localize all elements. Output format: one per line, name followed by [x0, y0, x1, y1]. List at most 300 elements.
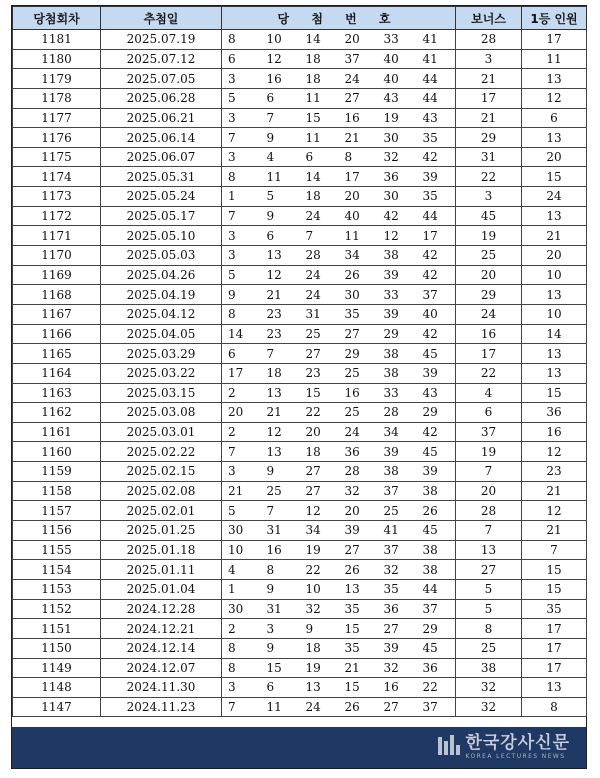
- cell-number: 44: [417, 88, 456, 108]
- cell-number: 32: [339, 481, 378, 501]
- cell-number: 37: [378, 481, 417, 501]
- cell-round: 1147: [13, 697, 101, 717]
- cell-winners: 21: [522, 226, 587, 246]
- cell-date: 2025.03.29: [101, 344, 222, 364]
- cell-date: 2024.11.30: [101, 678, 222, 698]
- cell-number: 31: [261, 599, 300, 619]
- cell-number: 13: [261, 383, 300, 403]
- cell-number: 15: [261, 658, 300, 678]
- cell-number: 32: [378, 560, 417, 580]
- cell-number: 16: [261, 540, 300, 560]
- cell-number: 21: [261, 403, 300, 423]
- cell-winners: 13: [522, 285, 587, 305]
- cell-round: 1170: [13, 246, 101, 266]
- cell-number: 3: [261, 619, 300, 639]
- cell-bonus: 17: [456, 344, 522, 364]
- cell-number: 16: [261, 69, 300, 89]
- cell-number: 2: [222, 383, 261, 403]
- brand-name: 한국강사신문: [465, 733, 570, 753]
- table-row: [13, 206, 587, 226]
- cell-number: 37: [339, 49, 378, 69]
- cell-number: 27: [300, 462, 339, 482]
- cell-number: 25: [378, 501, 417, 521]
- cell-number: 7: [300, 226, 339, 246]
- cell-number: 30: [378, 187, 417, 207]
- cell-bonus: 22: [456, 363, 522, 383]
- cell-number: 29: [378, 324, 417, 344]
- cell-number: 1: [222, 187, 261, 207]
- cell-number: 2: [222, 422, 261, 442]
- cell-round: 1172: [13, 206, 101, 226]
- cell-number: 20: [339, 187, 378, 207]
- cell-number: 6: [222, 344, 261, 364]
- cell-number: 21: [339, 658, 378, 678]
- cell-number: 2: [222, 619, 261, 639]
- cell-number: 32: [378, 147, 417, 167]
- cell-number: 35: [339, 599, 378, 619]
- cell-number: 11: [339, 226, 378, 246]
- cell-date: 2025.03.08: [101, 403, 222, 423]
- cell-winners: 36: [522, 403, 587, 423]
- cell-number: 9: [261, 462, 300, 482]
- cell-bonus: 21: [456, 69, 522, 89]
- table-row: [13, 49, 587, 69]
- cell-number: 31: [261, 521, 300, 541]
- cell-number: 34: [339, 246, 378, 266]
- cell-bonus: 38: [456, 658, 522, 678]
- table-row: [13, 69, 587, 89]
- cell-number: 11: [261, 167, 300, 187]
- cell-number: 22: [300, 560, 339, 580]
- cell-number: 12: [261, 49, 300, 69]
- cell-number: 7: [222, 206, 261, 226]
- cell-number: 21: [261, 285, 300, 305]
- cell-round: 1158: [13, 481, 101, 501]
- table-row: [13, 147, 587, 167]
- cell-number: 30: [339, 285, 378, 305]
- table-row: [13, 265, 587, 285]
- cell-number: 27: [378, 697, 417, 717]
- cell-round: 1160: [13, 442, 101, 462]
- cell-bonus: 19: [456, 226, 522, 246]
- cell-winners: 8: [522, 697, 587, 717]
- cell-number: 16: [339, 108, 378, 128]
- cell-number: 35: [378, 579, 417, 599]
- cell-number: 43: [378, 88, 417, 108]
- cell-round: 1168: [13, 285, 101, 305]
- cell-number: 38: [417, 481, 456, 501]
- cell-number: 28: [300, 246, 339, 266]
- table-row: [13, 344, 587, 364]
- cell-date: 2025.04.19: [101, 285, 222, 305]
- cell-number: 16: [378, 678, 417, 698]
- table-row: [13, 88, 587, 108]
- cell-number: 38: [378, 246, 417, 266]
- cell-number: 12: [378, 226, 417, 246]
- cell-date: 2025.07.12: [101, 49, 222, 69]
- cell-winners: 17: [522, 658, 587, 678]
- cell-number: 23: [261, 324, 300, 344]
- table-row: [13, 678, 587, 698]
- cell-date: 2025.05.03: [101, 246, 222, 266]
- cell-winners: 12: [522, 88, 587, 108]
- cell-date: 2024.12.28: [101, 599, 222, 619]
- cell-number: 38: [417, 540, 456, 560]
- cell-bonus: 20: [456, 265, 522, 285]
- cell-number: 12: [261, 422, 300, 442]
- cell-number: 10: [261, 30, 300, 50]
- table-row: [13, 226, 587, 246]
- cell-round: 1169: [13, 265, 101, 285]
- cell-number: 5: [261, 187, 300, 207]
- cell-number: 24: [300, 697, 339, 717]
- table-row: [13, 638, 587, 658]
- cell-round: 1164: [13, 363, 101, 383]
- table-row: [13, 422, 587, 442]
- cell-number: 23: [261, 304, 300, 324]
- cell-number: 39: [417, 363, 456, 383]
- table-row: [13, 599, 587, 619]
- cell-number: 18: [300, 69, 339, 89]
- cell-number: 20: [222, 403, 261, 423]
- cell-number: 7: [222, 128, 261, 148]
- cell-number: 21: [222, 481, 261, 501]
- cell-number: 20: [300, 422, 339, 442]
- header-row: [13, 7, 587, 30]
- cell-number: 35: [417, 128, 456, 148]
- cell-bonus: 16: [456, 324, 522, 344]
- cell-number: 37: [378, 540, 417, 560]
- cell-date: 2025.02.15: [101, 462, 222, 482]
- cell-number: 5: [222, 265, 261, 285]
- cell-number: 27: [339, 324, 378, 344]
- cell-number: 9: [222, 285, 261, 305]
- cell-round: 1163: [13, 383, 101, 403]
- cell-number: 39: [417, 462, 456, 482]
- cell-number: 23: [300, 363, 339, 383]
- cell-date: 2025.01.25: [101, 521, 222, 541]
- cell-number: 12: [261, 265, 300, 285]
- cell-number: 25: [300, 324, 339, 344]
- cell-date: 2025.01.11: [101, 560, 222, 580]
- cell-number: 17: [417, 226, 456, 246]
- cell-round: 1174: [13, 167, 101, 187]
- cell-round: 1181: [13, 30, 101, 50]
- table-row: [13, 462, 587, 482]
- cell-number: 3: [222, 147, 261, 167]
- cell-number: 14: [222, 324, 261, 344]
- cell-winners: 15: [522, 383, 587, 403]
- header-winners: 1등 인원: [522, 7, 587, 30]
- cell-date: 2025.02.01: [101, 501, 222, 521]
- cell-number: 18: [300, 187, 339, 207]
- cell-number: 6: [222, 49, 261, 69]
- cell-number: 9: [261, 128, 300, 148]
- cell-round: 1151: [13, 619, 101, 639]
- cell-number: 5: [222, 501, 261, 521]
- table-row: [13, 128, 587, 148]
- header-round: 당첨회차: [13, 7, 101, 30]
- cell-number: 38: [417, 560, 456, 580]
- cell-number: 9: [261, 579, 300, 599]
- cell-number: 27: [339, 540, 378, 560]
- cell-bonus: 3: [456, 187, 522, 207]
- cell-number: 39: [417, 167, 456, 187]
- cell-number: 35: [417, 187, 456, 207]
- cell-number: 19: [378, 108, 417, 128]
- table-row: [13, 108, 587, 128]
- cell-number: 33: [378, 383, 417, 403]
- table-row: [13, 658, 587, 678]
- lotto-results-sheet: [11, 5, 587, 769]
- cell-number: 33: [378, 285, 417, 305]
- cell-date: 2025.02.08: [101, 481, 222, 501]
- cell-number: 14: [300, 30, 339, 50]
- cell-number: 3: [222, 108, 261, 128]
- cell-bonus: 4: [456, 383, 522, 403]
- cell-number: 25: [339, 403, 378, 423]
- header-date: 추첨일: [101, 7, 222, 30]
- cell-number: 17: [339, 167, 378, 187]
- cell-winners: 16: [522, 422, 587, 442]
- cell-number: 15: [339, 619, 378, 639]
- cell-number: 18: [300, 49, 339, 69]
- cell-number: 29: [417, 619, 456, 639]
- cell-number: 39: [339, 521, 378, 541]
- cell-winners: 20: [522, 246, 587, 266]
- cell-date: 2024.11.23: [101, 697, 222, 717]
- cell-bonus: 24: [456, 304, 522, 324]
- cell-number: 3: [222, 69, 261, 89]
- cell-number: 11: [261, 697, 300, 717]
- cell-number: 35: [339, 304, 378, 324]
- cell-date: 2025.04.12: [101, 304, 222, 324]
- cell-round: 1153: [13, 579, 101, 599]
- cell-number: 8: [261, 560, 300, 580]
- cell-winners: 13: [522, 69, 587, 89]
- cell-number: 1: [222, 579, 261, 599]
- cell-date: 2025.06.14: [101, 128, 222, 148]
- cell-number: 4: [261, 147, 300, 167]
- brand-tagline: KOREA LECTURES NEWS: [465, 753, 566, 760]
- cell-number: 13: [339, 579, 378, 599]
- cell-number: 38: [378, 462, 417, 482]
- cell-winners: 15: [522, 560, 587, 580]
- cell-number: 30: [222, 599, 261, 619]
- cell-bonus: 37: [456, 422, 522, 442]
- cell-date: 2025.03.22: [101, 363, 222, 383]
- table-row: [13, 30, 587, 50]
- cell-bonus: 28: [456, 30, 522, 50]
- cell-number: 25: [261, 481, 300, 501]
- cell-number: 39: [378, 442, 417, 462]
- cell-round: 1149: [13, 658, 101, 678]
- cell-number: 27: [378, 619, 417, 639]
- cell-round: 1173: [13, 187, 101, 207]
- cell-number: 44: [417, 206, 456, 226]
- cell-date: 2025.03.15: [101, 383, 222, 403]
- table-row: [13, 521, 587, 541]
- cell-date: 2025.05.17: [101, 206, 222, 226]
- cell-number: 34: [378, 422, 417, 442]
- cell-round: 1154: [13, 560, 101, 580]
- cell-number: 38: [378, 344, 417, 364]
- cell-number: 8: [339, 147, 378, 167]
- cell-date: 2025.01.04: [101, 579, 222, 599]
- cell-date: 2025.01.18: [101, 540, 222, 560]
- cell-number: 6: [300, 147, 339, 167]
- cell-winners: 13: [522, 678, 587, 698]
- cell-number: 44: [417, 579, 456, 599]
- cell-number: 28: [339, 462, 378, 482]
- cell-number: 4: [222, 560, 261, 580]
- cell-bonus: 28: [456, 501, 522, 521]
- cell-number: 39: [378, 638, 417, 658]
- cell-number: 41: [417, 30, 456, 50]
- cell-date: 2025.04.05: [101, 324, 222, 344]
- cell-date: 2025.06.21: [101, 108, 222, 128]
- cell-bonus: 27: [456, 560, 522, 580]
- cell-number: 41: [417, 49, 456, 69]
- table-row: [13, 560, 587, 580]
- cell-number: 24: [300, 265, 339, 285]
- cell-round: 1165: [13, 344, 101, 364]
- cell-winners: 13: [522, 363, 587, 383]
- cell-number: 36: [378, 599, 417, 619]
- cell-number: 36: [378, 167, 417, 187]
- cell-number: 29: [417, 403, 456, 423]
- cell-number: 7: [261, 344, 300, 364]
- cell-round: 1176: [13, 128, 101, 148]
- table-row: [13, 285, 587, 305]
- cell-bonus: 6: [456, 403, 522, 423]
- cell-number: 7: [261, 108, 300, 128]
- cell-number: 8: [222, 167, 261, 187]
- table-row: [13, 304, 587, 324]
- cell-winners: 14: [522, 324, 587, 344]
- cell-number: 27: [339, 88, 378, 108]
- cell-number: 39: [378, 265, 417, 285]
- cell-number: 42: [378, 206, 417, 226]
- cell-number: 6: [261, 88, 300, 108]
- cell-number: 35: [339, 638, 378, 658]
- cell-bonus: 13: [456, 540, 522, 560]
- cell-number: 13: [300, 678, 339, 698]
- cell-number: 7: [222, 697, 261, 717]
- cell-bonus: 22: [456, 167, 522, 187]
- cell-date: 2025.05.10: [101, 226, 222, 246]
- cell-bonus: 29: [456, 128, 522, 148]
- cell-winners: 35: [522, 599, 587, 619]
- cell-number: 7: [222, 442, 261, 462]
- cell-bonus: 5: [456, 579, 522, 599]
- cell-number: 42: [417, 147, 456, 167]
- cell-round: 1166: [13, 324, 101, 344]
- table-row: [13, 246, 587, 266]
- cell-number: 15: [300, 383, 339, 403]
- cell-bonus: 3: [456, 49, 522, 69]
- cell-number: 24: [300, 206, 339, 226]
- cell-bonus: 29: [456, 285, 522, 305]
- cell-number: 12: [300, 501, 339, 521]
- cell-number: 42: [417, 422, 456, 442]
- table-row: [13, 187, 587, 207]
- cell-number: 10: [222, 540, 261, 560]
- cell-number: 21: [339, 128, 378, 148]
- cell-round: 1150: [13, 638, 101, 658]
- cell-number: 26: [417, 501, 456, 521]
- cell-number: 32: [378, 658, 417, 678]
- cell-number: 9: [261, 638, 300, 658]
- brand-logo: [438, 733, 570, 763]
- cell-number: 45: [417, 638, 456, 658]
- cell-number: 22: [300, 403, 339, 423]
- cell-number: 20: [339, 501, 378, 521]
- cell-date: 2025.06.28: [101, 88, 222, 108]
- cell-number: 20: [339, 30, 378, 50]
- cell-date: 2025.05.31: [101, 167, 222, 187]
- cell-round: 1180: [13, 49, 101, 69]
- cell-number: 18: [300, 442, 339, 462]
- table-row: [13, 481, 587, 501]
- cell-winners: 23: [522, 462, 587, 482]
- cell-winners: 15: [522, 579, 587, 599]
- cell-winners: 21: [522, 481, 587, 501]
- cell-number: 43: [417, 108, 456, 128]
- cell-number: 39: [378, 304, 417, 324]
- cell-winners: 7: [522, 540, 587, 560]
- cell-winners: 11: [522, 49, 587, 69]
- cell-bonus: 7: [456, 521, 522, 541]
- brand-mark-icon: [438, 735, 460, 757]
- table-row: [13, 619, 587, 639]
- cell-date: 2025.07.05: [101, 69, 222, 89]
- cell-number: 30: [222, 521, 261, 541]
- cell-number: 8: [222, 658, 261, 678]
- cell-bonus: 25: [456, 638, 522, 658]
- cell-number: 26: [339, 560, 378, 580]
- cell-number: 16: [339, 383, 378, 403]
- cell-number: 8: [222, 638, 261, 658]
- cell-winners: 20: [522, 147, 587, 167]
- cell-round: 1155: [13, 540, 101, 560]
- cell-number: 27: [300, 481, 339, 501]
- cell-bonus: 7: [456, 462, 522, 482]
- cell-number: 32: [300, 599, 339, 619]
- cell-winners: 24: [522, 187, 587, 207]
- cell-number: 17: [222, 363, 261, 383]
- cell-number: 8: [222, 304, 261, 324]
- cell-winners: 6: [522, 108, 587, 128]
- results-body: [13, 30, 587, 717]
- cell-number: 42: [417, 265, 456, 285]
- cell-number: 18: [261, 363, 300, 383]
- cell-number: 34: [300, 521, 339, 541]
- cell-round: 1156: [13, 521, 101, 541]
- cell-number: 38: [378, 363, 417, 383]
- cell-number: 33: [378, 30, 417, 50]
- cell-number: 11: [300, 88, 339, 108]
- cell-number: 40: [378, 69, 417, 89]
- cell-bonus: 31: [456, 147, 522, 167]
- cell-bonus: 20: [456, 481, 522, 501]
- cell-number: 41: [378, 521, 417, 541]
- table-row: [13, 697, 587, 717]
- table-row: [13, 167, 587, 187]
- table-row: [13, 442, 587, 462]
- cell-winners: 10: [522, 304, 587, 324]
- cell-number: 10: [300, 579, 339, 599]
